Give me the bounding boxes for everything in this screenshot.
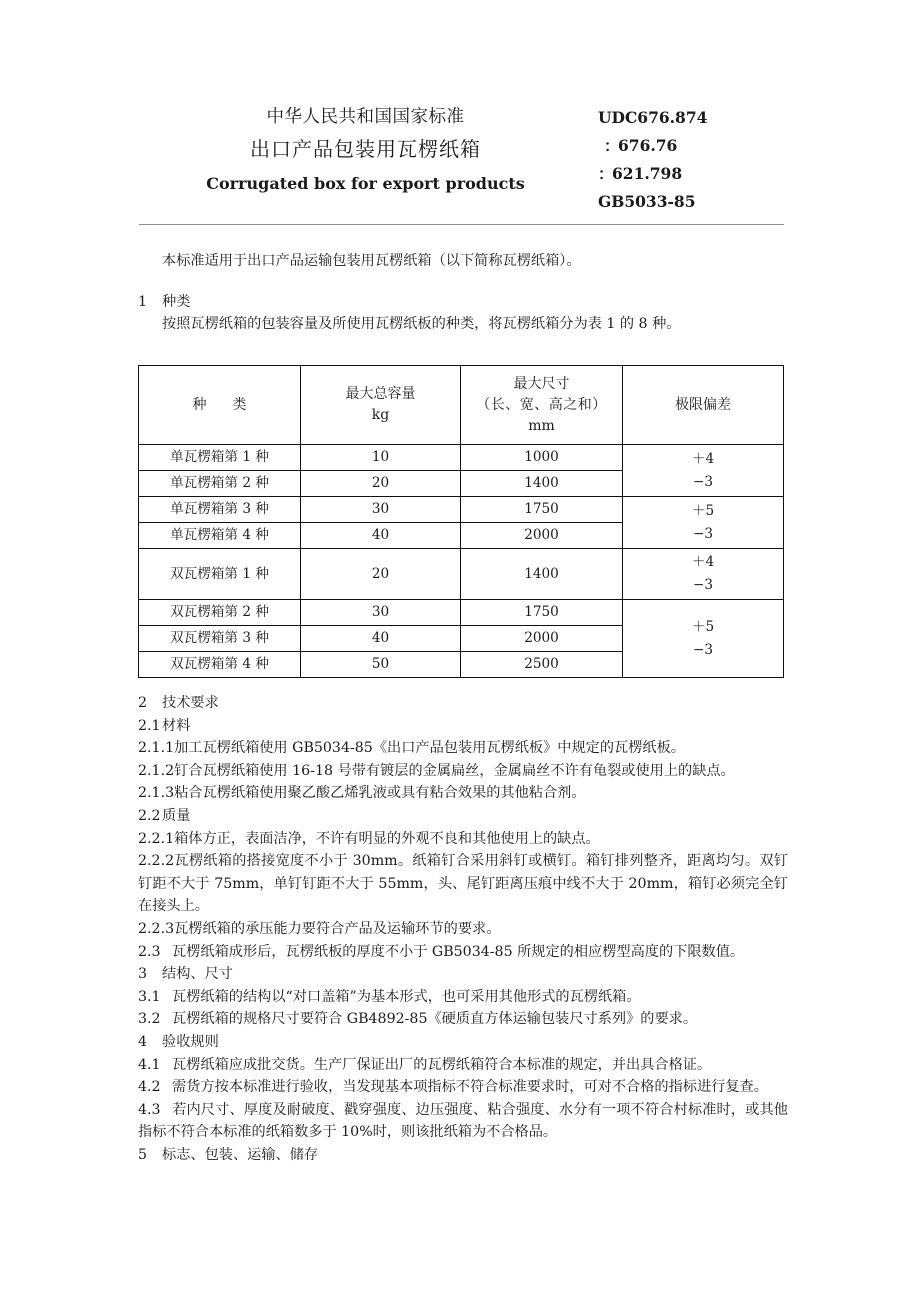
header-cell-size	[461, 366, 623, 445]
section-3-title: 结构、尺寸	[162, 966, 233, 983]
clause-2-1-1	[138, 737, 788, 760]
clause-3-1	[138, 986, 788, 1009]
section-1-body: 按照瓦楞纸箱的包装容量及所使用瓦楞纸板的种类，将瓦楞纸箱分为表 1 的 8 种。	[162, 316, 681, 333]
table-row	[139, 600, 784, 626]
box-types-table	[138, 365, 784, 678]
clause-4-1	[138, 1054, 788, 1077]
section-2-1-heading	[138, 715, 788, 738]
cell-capacity: 20	[301, 471, 461, 497]
udc-value-1: UDC676.874	[598, 108, 708, 127]
clause-number: 4.2	[138, 1079, 161, 1096]
section-1-title: 种类	[162, 293, 191, 310]
section-3-number: 3	[138, 966, 148, 983]
header-capacity-unit: kg	[371, 407, 390, 423]
clause-number: 2.2.2	[138, 853, 175, 870]
clause-text: 瓦楞纸箱应成批交货。生产厂保证出厂的瓦楞纸箱符合本标准的规定，并出具合格证。	[172, 1056, 712, 1073]
table-row	[139, 497, 784, 523]
section-5-heading	[138, 1144, 788, 1167]
document-title-english: Corrugated box for export products	[206, 174, 525, 193]
header-cell-capacity	[301, 366, 461, 445]
clause-2-1-3	[138, 782, 788, 805]
cell-kind: 双瓦楞箱第 4 种	[139, 652, 301, 678]
cell-tolerance	[623, 600, 784, 678]
cell-capacity: 30	[301, 600, 461, 626]
cell-kind: 双瓦楞箱第 2 种	[139, 600, 301, 626]
clause-text: 瓦楞纸箱的搭接宽度不小于 30mm。纸箱钉合采用斜钉或横钉。箱钉排列整齐，距离均匀。双钉钉距不大于 75mm，单钉钉距不大于 55mm，头、尾钉距离压痕中线不大于 20mm，箱钉必须完全钉在接头上。	[138, 853, 788, 915]
header-size-label: 最大尺寸	[513, 375, 570, 392]
udc-colon-3: ：	[598, 164, 614, 183]
section-4-heading	[138, 1031, 788, 1054]
clause-number: 3.2	[138, 1011, 161, 1028]
header-kind-label: 种 类	[192, 396, 253, 413]
section-2-1-title: 材料	[162, 717, 191, 734]
header-capacity-label: 最大总容量	[345, 386, 416, 402]
clause-text: 瓦楞纸箱的承压能力要符合产品及运输环节的要求。	[174, 920, 501, 937]
cell-tolerance	[623, 549, 784, 600]
clause-4-2	[138, 1076, 788, 1099]
section-1-heading	[138, 291, 786, 314]
clause-number: 3.1	[138, 988, 161, 1005]
clause-text: 需货方按本标准进行验收，当发现基本项指标不符合标准要求时，可对不合格的指标进行复查。	[172, 1079, 768, 1096]
section-5-number: 5	[138, 1146, 148, 1163]
document-header	[138, 104, 783, 214]
section-4-title: 验收规则	[162, 1033, 219, 1050]
section-2-number: 2	[138, 695, 148, 711]
cell-kind: 双瓦楞箱第 1 种	[139, 549, 301, 600]
clause-2-3	[138, 941, 788, 964]
clause-2-2-3	[138, 918, 788, 941]
scope-paragraph: 本标准适用于出口产品运输包装用瓦楞纸箱（以下简称瓦楞纸箱）。	[162, 253, 581, 269]
document-title-chinese: 出口产品包装用瓦楞纸箱	[250, 137, 481, 161]
cell-size: 1000	[461, 445, 623, 471]
cell-capacity: 40	[301, 523, 461, 549]
header-divider-rule	[139, 224, 784, 225]
udc-colon-2: ：	[604, 136, 620, 155]
cell-size: 1400	[461, 549, 623, 600]
tolerance-lower: −3	[692, 473, 714, 490]
udc-line-1	[598, 104, 783, 132]
title-column	[138, 104, 593, 198]
cell-capacity: 50	[301, 652, 461, 678]
clause-text: 箱体方正，表面洁净，不许有明显的外观不良和其他使用上的缺点。	[174, 830, 600, 847]
clause-text: 加工瓦楞纸箱使用 GB5034-85《出口产品包装用瓦楞纸板》中规定的瓦楞纸板。	[174, 740, 685, 757]
cell-kind: 单瓦楞箱第 3 种	[139, 497, 301, 523]
header-cell-kind	[139, 366, 301, 445]
cell-tolerance	[623, 445, 784, 497]
tolerance-lower: −3	[692, 641, 714, 658]
clause-number: 2.1.3	[138, 785, 175, 802]
section-2-2-title: 质量	[162, 807, 191, 824]
clause-text: 若内尺寸、厚度及耐破度、戳穿强度、边压强度、粘合强度、水分有一项不符合村标准时，或其他指标不符合本标准的纸箱数多于 10%时，则该批纸箱为不合格品。	[138, 1101, 788, 1141]
section-5-title: 标志、包装、运输、储存	[162, 1146, 319, 1163]
tolerance-upper: ＋4	[691, 554, 715, 570]
section-2-2-heading	[138, 805, 788, 828]
cell-kind: 单瓦楞箱第 4 种	[139, 523, 301, 549]
header-size-unit: mm	[528, 417, 555, 434]
tolerance-lower: −3	[692, 577, 714, 593]
tolerance-upper: ＋4	[691, 450, 715, 467]
clause-text: 粘合瓦楞纸箱使用聚乙酸乙烯乳液或具有粘合效果的其他粘合剂。	[174, 785, 586, 802]
spacer	[138, 273, 786, 291]
header-tolerance-label: 极限偏差	[675, 396, 731, 413]
cell-size: 1750	[461, 600, 623, 626]
clause-number: 4.3	[138, 1101, 161, 1118]
clause-2-2-2	[138, 850, 788, 918]
tolerance-lower: −3	[692, 525, 714, 542]
tolerance-upper: ＋5	[691, 502, 715, 519]
spec-table-container	[138, 365, 783, 678]
clause-text: 瓦楞纸箱的结构以“对口盖箱”为基本形式，也可采用其他形式的瓦楞纸箱。	[172, 988, 641, 1005]
clause-number: 2.2.1	[138, 830, 175, 847]
clause-4-3	[138, 1099, 788, 1144]
section-2-2-number: 2.2	[138, 807, 161, 824]
clause-number: 2.3	[138, 943, 161, 960]
cell-size: 2500	[461, 652, 623, 678]
cell-capacity: 20	[301, 549, 461, 600]
cell-size: 1750	[461, 497, 623, 523]
table-row	[139, 549, 784, 600]
section-3-heading	[138, 963, 788, 986]
udc-code-block	[598, 104, 783, 216]
clause-2-2-1	[138, 828, 788, 851]
body-upper	[138, 250, 786, 336]
table-row	[139, 445, 784, 471]
tolerance-upper: ＋5	[691, 618, 715, 635]
cell-kind: 单瓦楞箱第 2 种	[139, 471, 301, 497]
cell-capacity: 10	[301, 445, 461, 471]
cell-kind: 双瓦楞箱第 3 种	[139, 626, 301, 652]
cell-kind: 单瓦楞箱第 1 种	[139, 445, 301, 471]
clause-3-2	[138, 1008, 788, 1031]
table-header-row	[139, 366, 784, 445]
cell-size: 1400	[461, 471, 623, 497]
standard-number: GB5033-85	[598, 192, 696, 211]
cell-capacity: 40	[301, 626, 461, 652]
section-2-heading	[138, 692, 788, 715]
clause-text: 瓦楞纸箱的规格尺寸要符合 GB4892-85《硬质直方体运输包装尺寸系列》的要求。	[172, 1011, 698, 1028]
clause-text: 瓦楞纸箱成形后，瓦楞纸板的厚度不小于 GB5034-85 所规定的相应楞型高度的下限数值。	[172, 943, 745, 960]
section-1-number: 1	[138, 293, 148, 310]
cell-capacity: 30	[301, 497, 461, 523]
header-size-sublabel: （长、宽、高之和）	[476, 396, 607, 413]
body-lower	[138, 692, 788, 1166]
standard-authority-title: 中华人民共和国国家标准	[266, 107, 465, 127]
udc-value-3: 621.798	[612, 164, 683, 183]
section-2-1-number: 2.1	[138, 717, 161, 734]
clause-number: 2.1.2	[138, 762, 175, 779]
cell-tolerance	[623, 497, 784, 549]
header-cell-tolerance	[623, 366, 784, 445]
cell-size: 2000	[461, 523, 623, 549]
section-4-number: 4	[138, 1033, 148, 1050]
udc-line-2	[598, 132, 783, 160]
clause-number: 2.1.1	[138, 740, 175, 757]
cell-size: 2000	[461, 626, 623, 652]
udc-line-4	[598, 188, 783, 216]
udc-line-3	[598, 160, 783, 188]
udc-value-2: 676.76	[618, 136, 678, 155]
clause-number: 2.2.3	[138, 920, 175, 937]
clause-number: 4.1	[138, 1056, 161, 1073]
clause-2-1-2	[138, 760, 788, 783]
clause-text: 钉合瓦楞纸箱使用 16-18 号带有镀层的金属扁丝，金属扁丝不许有龟裂或使用上的缺点。	[174, 762, 735, 779]
section-2-title: 技术要求	[162, 695, 219, 711]
